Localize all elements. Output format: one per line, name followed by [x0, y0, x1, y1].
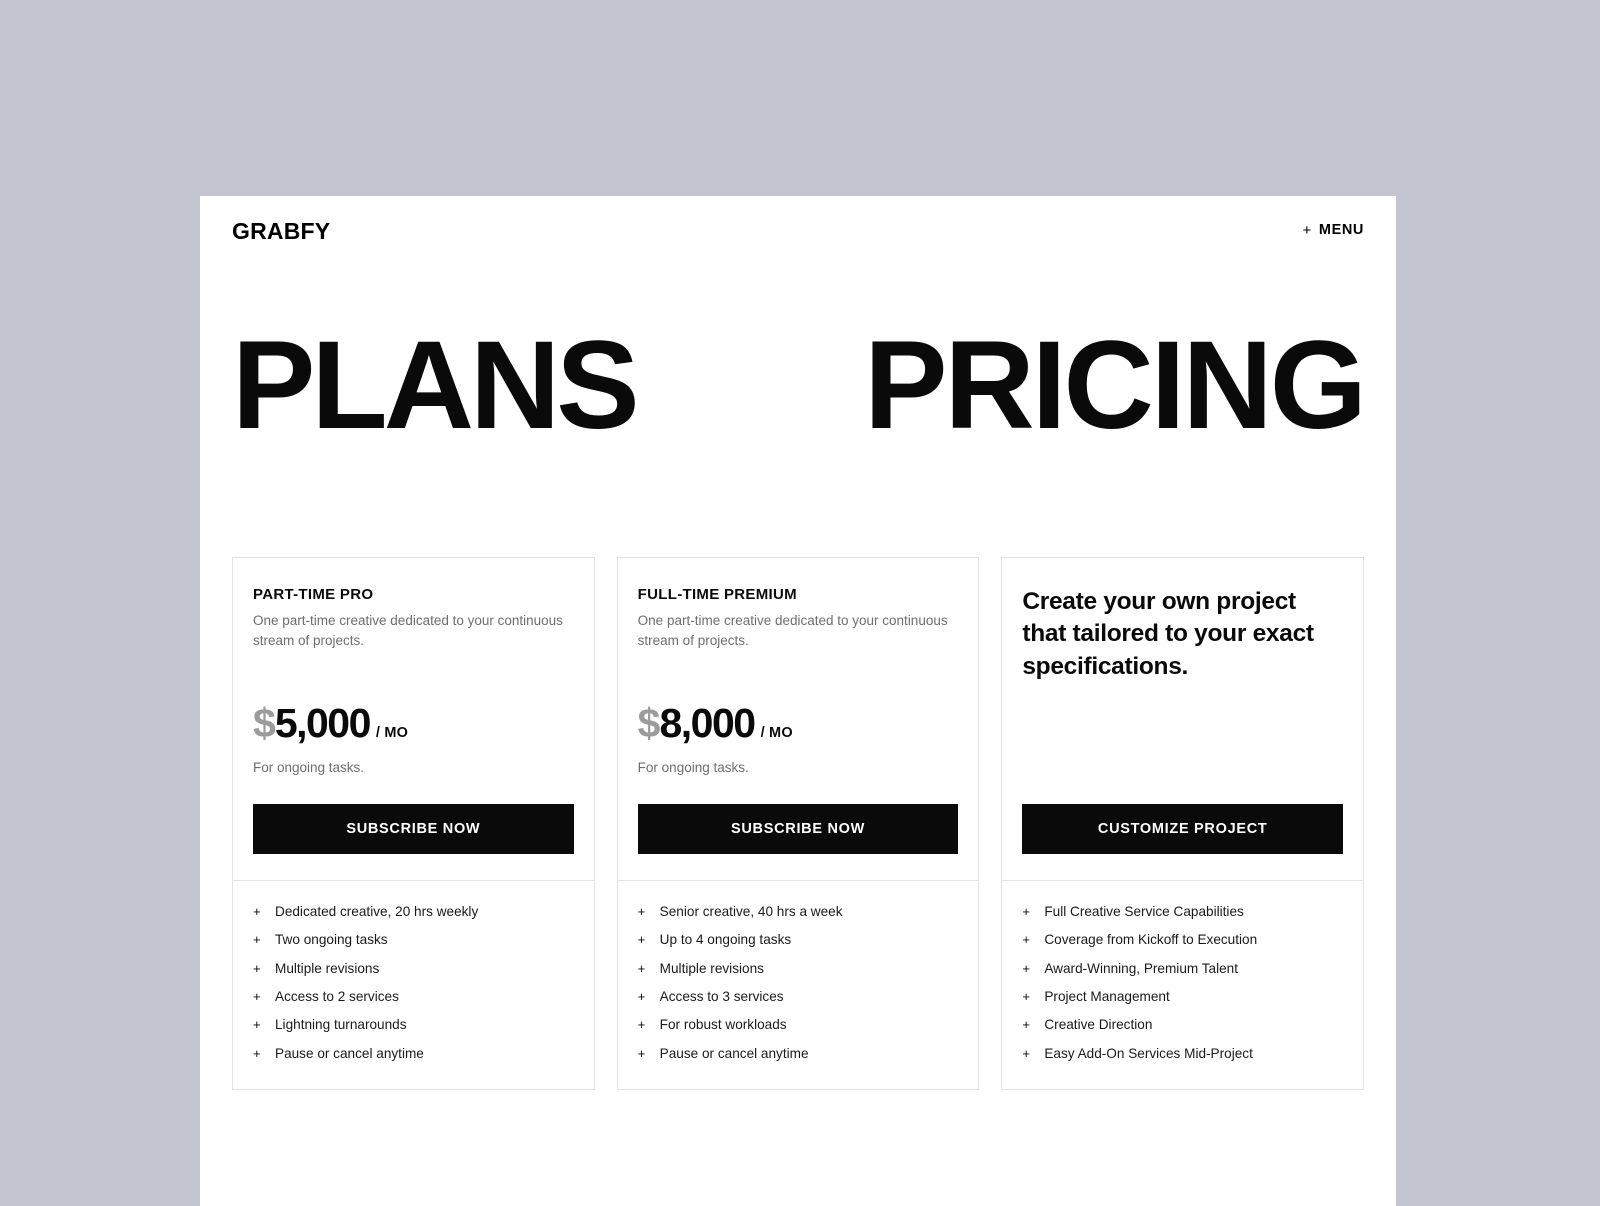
feature-label: Lightning turnarounds: [275, 1017, 407, 1033]
card-header: [233, 558, 594, 881]
feature-label: Full Creative Service Capabilities: [1044, 904, 1244, 919]
menu-label: MENU: [1318, 222, 1364, 238]
plan-name: PART-TIME PRO: [253, 586, 374, 603]
plus-icon: +: [1022, 1017, 1030, 1033]
list-item: [253, 960, 574, 978]
feature-label: Creative Direction: [1044, 1017, 1153, 1033]
price-row: [253, 700, 574, 747]
pricing-page: [200, 196, 1396, 1206]
list-item: [1022, 903, 1343, 921]
pricing-card-custom: [1001, 557, 1364, 1090]
feature-label: Pause or cancel anytime: [275, 1045, 424, 1061]
feature-list: [1002, 881, 1363, 1089]
plus-icon: +: [637, 1017, 646, 1033]
list-item: [1022, 988, 1343, 1006]
feature-label: Award-Winning, Premium Talent: [1044, 960, 1239, 976]
list-item: [638, 988, 959, 1006]
price-note: For ongoing tasks.: [637, 759, 749, 775]
price-period: / MO: [375, 724, 409, 741]
feature-label: Dedicated creative, 20 hrs weekly: [275, 904, 479, 919]
menu-button[interactable]: [1303, 218, 1364, 238]
card-header: [1002, 558, 1363, 881]
feature-label: Multiple revisions: [659, 960, 764, 976]
plan-description: One part-time creative dedicated to your continuous stream of projects.: [637, 613, 948, 649]
feature-label: Project Management: [1044, 989, 1170, 1005]
list-item: [253, 1016, 574, 1034]
price-note: For ongoing tasks.: [253, 759, 365, 775]
feature-label: Senior creative, 40 hrs a week: [659, 904, 843, 919]
customize-project-button[interactable]: CUSTOMIZE PROJECT: [1022, 804, 1343, 854]
list-item: [638, 903, 959, 921]
feature-label: Access to 3 services: [659, 989, 784, 1005]
custom-headline: Create your own project that tailored to your exact specifications.: [1022, 588, 1314, 680]
feature-list: [233, 881, 594, 1089]
list-item: [638, 960, 959, 978]
feature-label: Two ongoing tasks: [275, 932, 388, 948]
pricing-cards: [200, 557, 1396, 1090]
pricing-card-part-time-pro: [232, 557, 595, 1090]
plus-icon: +: [253, 989, 261, 1005]
hero-word-plans: PLANS: [232, 316, 636, 455]
feature-label: For robust workloads: [659, 1017, 787, 1033]
list-item: [1022, 1016, 1343, 1034]
site-header: [200, 196, 1396, 256]
plus-icon: +: [637, 960, 646, 976]
plus-icon: +: [637, 904, 646, 919]
plus-icon: +: [253, 904, 261, 919]
page-title: [200, 316, 1396, 455]
feature-label: Up to 4 ongoing tasks: [659, 932, 792, 948]
plus-icon: +: [1022, 989, 1030, 1005]
subscribe-button[interactable]: SUBSCRIBE NOW: [638, 804, 959, 854]
subscribe-button[interactable]: SUBSCRIBE NOW: [253, 804, 574, 854]
plus-icon: +: [637, 989, 646, 1005]
price-row: [638, 700, 959, 747]
price-period: / MO: [760, 724, 793, 741]
plus-icon: +: [637, 1045, 646, 1061]
plus-icon: +: [1022, 960, 1030, 976]
list-item: [638, 931, 959, 949]
list-item: [1022, 931, 1343, 949]
feature-label: Multiple revisions: [275, 960, 380, 976]
list-item: [638, 1045, 959, 1063]
plus-icon: +: [253, 960, 261, 976]
plus-icon: +: [253, 932, 261, 948]
plus-icon: +: [253, 1017, 261, 1033]
plus-icon: +: [253, 1045, 261, 1061]
list-item: [253, 988, 574, 1006]
plus-icon: +: [1022, 1045, 1030, 1061]
list-item: [253, 931, 574, 949]
price-amount: 8,000: [659, 699, 755, 746]
price-currency: $: [637, 699, 660, 746]
card-header: [618, 558, 979, 881]
feature-list: [618, 881, 979, 1089]
plus-icon: +: [1022, 932, 1030, 948]
hero-word-pricing: PRICING: [864, 316, 1364, 455]
feature-label: Easy Add-On Services Mid-Project: [1044, 1045, 1253, 1061]
plus-icon: +: [637, 932, 646, 948]
feature-label: Coverage from Kickoff to Execution: [1044, 932, 1258, 948]
pricing-card-full-time-premium: [617, 557, 980, 1090]
list-item: [253, 903, 574, 921]
list-item: [638, 1016, 959, 1034]
plan-name: FULL-TIME PREMIUM: [637, 586, 797, 603]
list-item: [253, 1045, 574, 1063]
price-amount: 5,000: [274, 699, 370, 746]
plus-icon: +: [1302, 221, 1312, 239]
feature-label: Pause or cancel anytime: [659, 1045, 809, 1061]
plus-icon: +: [1022, 904, 1030, 919]
list-item: [1022, 960, 1343, 978]
list-item: [1022, 1045, 1343, 1063]
brand-logo[interactable]: GRABFY: [232, 218, 331, 244]
price-currency: $: [253, 699, 275, 746]
feature-label: Access to 2 services: [275, 989, 399, 1005]
plan-description: One part-time creative dedicated to your continuous stream of projects.: [253, 613, 563, 649]
